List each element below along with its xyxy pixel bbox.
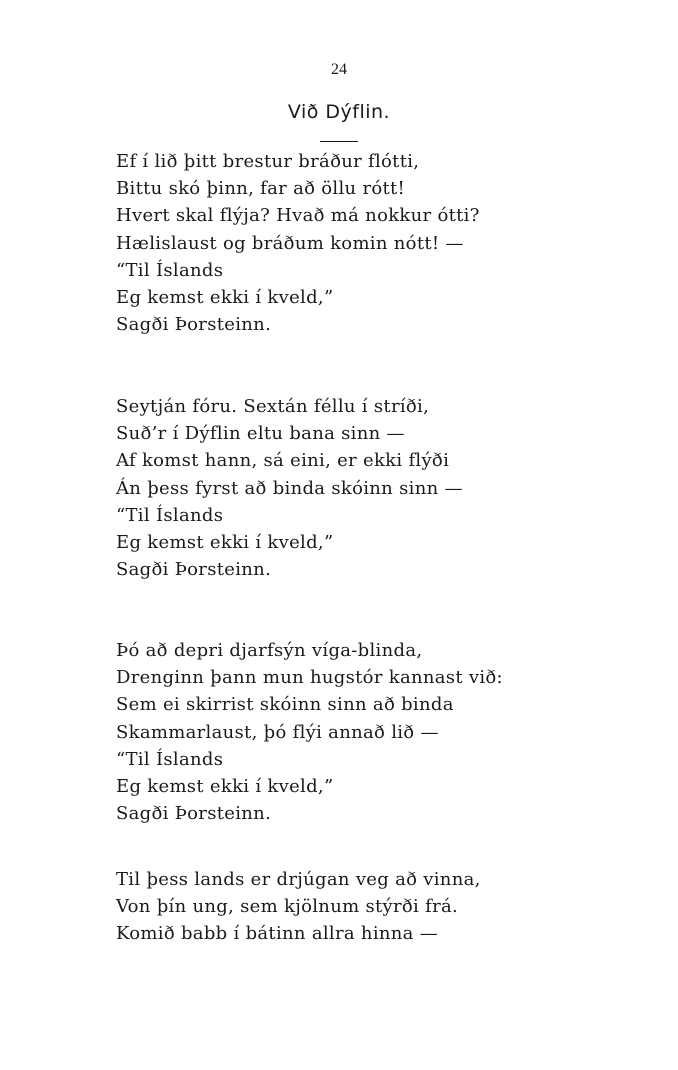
verse-line: Sem ei skirrist skóinn sinn að binda: [116, 694, 454, 716]
verse-line: Suð’r í Dýflin eltu bana sinn —: [116, 423, 405, 445]
stanza: [116, 148, 656, 338]
verse-line: Til þess lands er drjúgan veg að vinna,: [116, 869, 481, 890]
poem-title: Við Dýflin.: [287, 101, 391, 123]
refrain-line: “Til Íslands: [116, 504, 224, 526]
verse-line: Komið babb í bátinn allra hinna —: [116, 923, 439, 945]
refrain-line: “Til Íslands: [116, 748, 224, 770]
page-number: 24: [331, 61, 347, 78]
stanza: [116, 637, 656, 827]
verse-line: Hælislaust og bráðum komin nótt! —: [116, 232, 464, 254]
refrain-line: Eg kemst ekki í kveld,”: [116, 775, 334, 797]
verse-line: Drenginn þann mun hugstór kannast við:: [116, 667, 503, 689]
refrain-line: Sagði Þorsteinn.: [116, 803, 272, 825]
verse-line: Skammarlaust, þó flýi annað lið —: [116, 721, 439, 743]
verse-line: Seytján fóru. Sextán féllu í stríði,: [116, 396, 430, 417]
verse-line: Af komst hann, sá eini, er ekki flýði: [116, 450, 450, 472]
refrain-line: Sagði Þorsteinn.: [116, 559, 272, 581]
verse-line: Bittu skó þinn, far að öllu rótt!: [116, 178, 406, 200]
refrain-line: Eg kemst ekki í kveld,”: [116, 531, 334, 553]
refrain-line: Eg kemst ekki í kveld,”: [116, 286, 334, 308]
verse-line: Þó að depri djarfsýn víga-blinda,: [116, 640, 423, 661]
refrain-line: “Til Íslands: [116, 259, 224, 281]
stanza: [116, 866, 656, 948]
refrain-line: Sagði Þorsteinn.: [116, 314, 272, 336]
verse-line: Án þess fyrst að binda skóinn sinn —: [116, 477, 463, 499]
verse-line: Von þín ung, sem kjölnum stýrði frá.: [116, 896, 459, 918]
stanza: [116, 393, 656, 583]
title-rule: [320, 141, 358, 142]
verse-line: Hvert skal flýja? Hvað má nokkur ótti?: [116, 205, 480, 227]
verse-line: Ef í lið þitt brestur bráður flótti,: [116, 151, 420, 172]
